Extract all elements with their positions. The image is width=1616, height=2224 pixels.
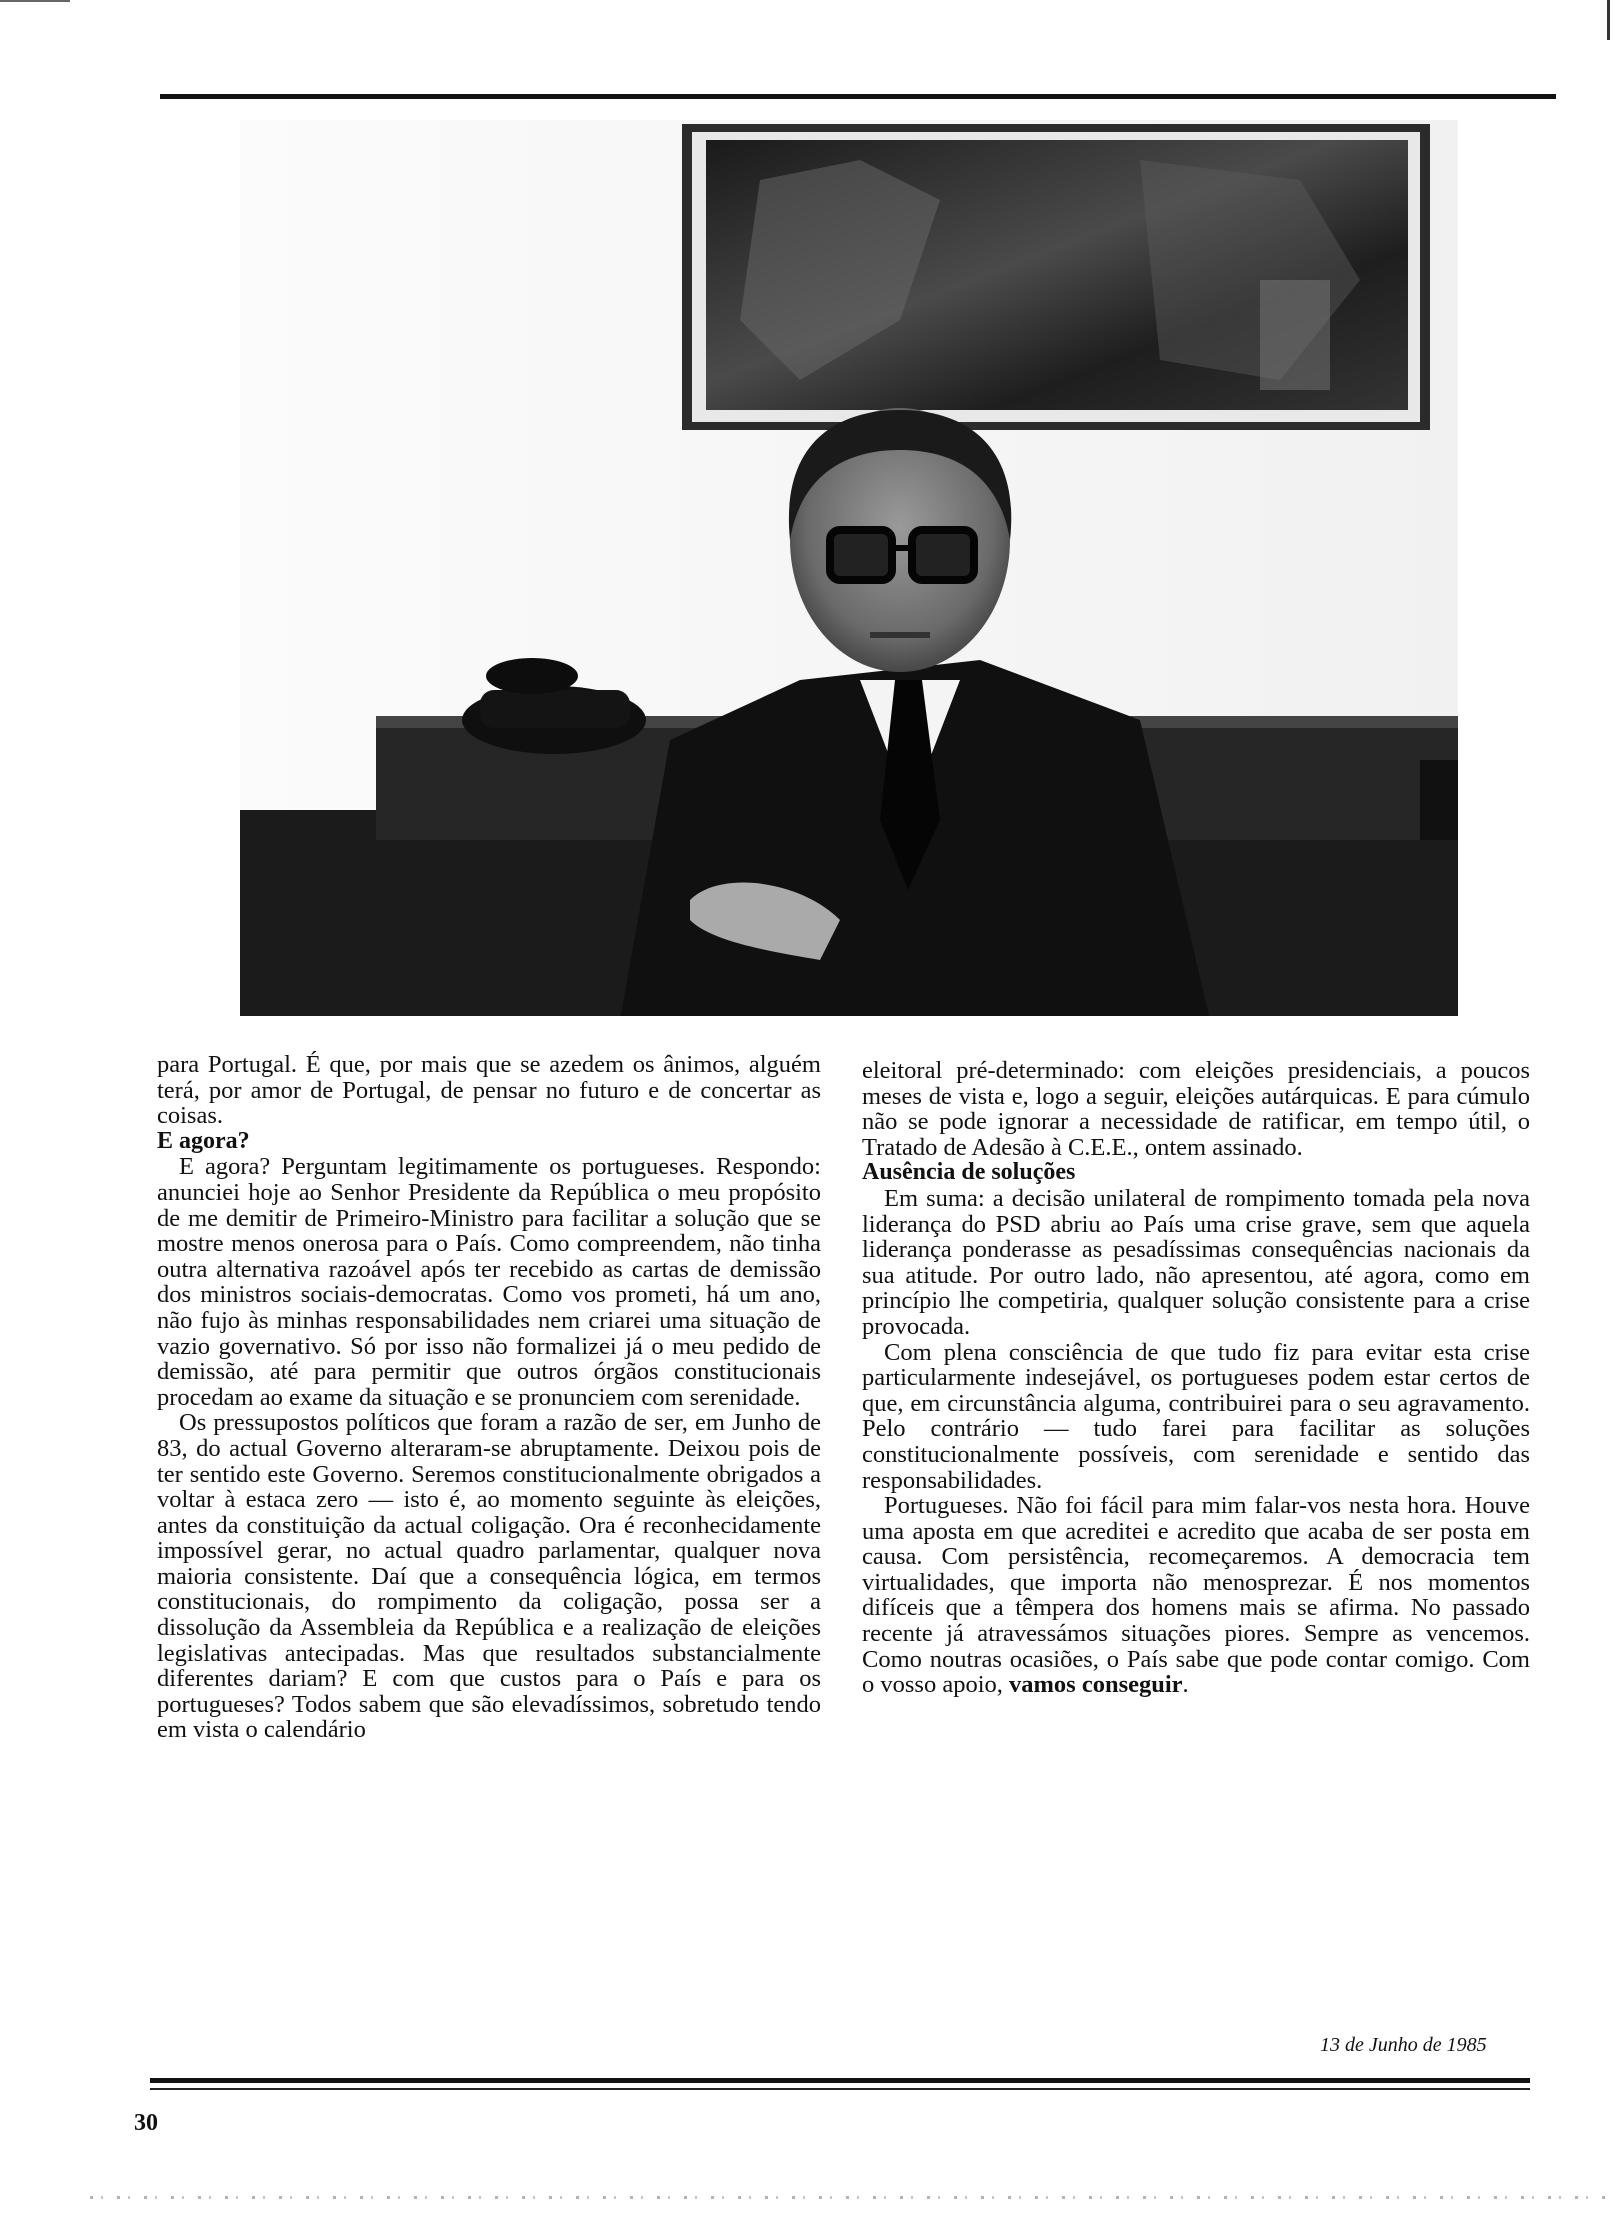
page-number: 30 <box>134 2110 158 2136</box>
section-heading-ausencia: Ausência de soluções <box>862 1159 1076 1186</box>
bottom-rule <box>150 2078 1530 2083</box>
closing-text: Portugueses. Não foi fácil para mim falar-vos nesta hora. Houve uma aposta em que acreditei e acredito que acaba de ser posta em causa. Com persistência, recomeçaremos. A democracia tem virtualidades, que importa não menosprezar. É nos momentos difíceis que a têmpera dos homens mais se afirma. No passado recente já atravessámos situações piores. Sempre as vencemos. Como noutras ocasiões, o País sabe que pode contar comigo. Com o vosso apoio, <box>862 1492 1530 1699</box>
right-paragraph-4 <box>862 1493 1530 1698</box>
section-heading-e-agora: E agora? <box>157 1127 250 1154</box>
date-signature: 13 de Junho de 1985 <box>1320 2034 1487 2056</box>
scan-mark <box>0 0 70 2</box>
scan-mark <box>1607 0 1610 40</box>
left-paragraph-2: E agora? Perguntam legitimamente os portugueses. Respondo: anunciei hoje ao Senhor Presidente da República o meu propósito de me demitir de Primeiro-Ministro para facilitar a solução que se mostre menos onerosa para o País. Como compreendem, não tinha outra alternativa razoável após ter recebido as cartas de demissão dos ministros sociais-democratas. Como vos prometi, há um ano, não fujo às minhas responsabilidades nem criarei uma situação de vazio governativo. Só por isso não formalizei já o meu pedido de demissão, até para permitir que outros órgãos constitucionais procedam ao exame da situação e se pronunciem com serenidade. <box>157 1153 821 1411</box>
right-paragraph-2: Em suma: a decisão unilateral de rompimento tomada pela nova liderança do PSD abriu ao País uma crise grave, sem que aquela liderança ponderasse as pesadíssimas consequências nacionais da sua atitude. Por outro lado, não apresentou, até agora, como em princípio lhe competiria, qualquer solução consistente para a crise provocada. <box>862 1184 1530 1340</box>
closing-period: . <box>1182 1671 1189 1699</box>
left-column <box>157 1052 821 1743</box>
right-paragraph-1: eleitoral pré-determinado: com eleições presidenciais, a poucos meses de vista e, logo a seguir, eleições autárquicas. E para cúmulo não se pode ignorar a necessidade de ratificar, em tempo útil, o Tratado de Adesão à C.E.E., ontem assinado. <box>862 1057 1530 1161</box>
portrait-photo <box>240 120 1458 1016</box>
top-rule <box>160 94 1556 99</box>
bottom-rule-thin <box>150 2088 1530 2090</box>
closing-bold-text: vamos conseguir <box>1009 1671 1183 1699</box>
right-paragraph-3: Com plena consciência de que tudo fiz para evitar esta crise particularmente indesejável, os portugueses podem estar certos de que, em circunstância alguma, contribuirei para o seu agravamento. Pelo contrário — tudo farei para facilitar as soluções constitucionalmente possíveis, com serenidade e sentido das responsabilidades. <box>862 1338 1530 1494</box>
scan-noise <box>90 2196 1610 2199</box>
right-column <box>862 1058 1530 1698</box>
left-paragraph-3: Os pressupostos políticos que foram a razão de ser, em Junho de 83, do actual Governo alteraram-se abruptamente. Deixou pois de ter sentido este Governo. Seremos constitucionalmente obrigados a voltar à estaca zero — isto é, ao momento seguinte às eleições, antes da constituição da actual coligação. Ora é reconhecidamente impossível gerar, no actual quadro parlamentar, qualquer nova maioria consistente. Daí que a consequência lógica, em termos constitucionais, do rompimento da coligação, possa ser a dissolução da Assembleia da República e a realização de eleições legislativas antecipadas. Mas que resultados substancialmente diferentes dariam? E com que custos para o País e para os portugueses? Todos sabem que são elevadíssimos, sobretudo tendo em vista o calendário <box>157 1409 821 1744</box>
left-paragraph-1: para Portugal. É que, por mais que se azedem os ânimos, alguém terá, por amor de Portugal, de pensar no futuro e de concertar as coisas. <box>157 1051 821 1130</box>
